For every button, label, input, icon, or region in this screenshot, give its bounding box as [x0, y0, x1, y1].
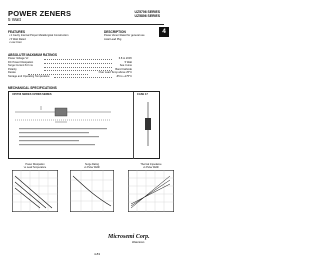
- mech-box-label: UZ5706 SERIES UZ5806 SERIES: [12, 93, 52, 96]
- ratings-heading: ABSOLUTE MAXIMUM RATINGS: [8, 53, 57, 57]
- rating-label: Surge Current 8.3 ms: [8, 64, 33, 68]
- rating-value: Band Cathode: [115, 67, 132, 71]
- rating-value: See Curve: [119, 64, 132, 68]
- page-number: 4-83: [94, 252, 101, 256]
- rating-value: -65 to +175°C: [115, 75, 132, 78]
- feature-item-1: • 2 Cavity Internal Proper Metallurgical Construction: [9, 34, 69, 37]
- feature-item-3: • Low Cost: [9, 41, 22, 45]
- series-label-2: UZ5806 SERIES: [134, 14, 160, 18]
- graph-1-title: Power Dissipation: [25, 163, 45, 166]
- mech-heading: MECHANICAL SPECIFICATIONS: [8, 86, 57, 90]
- page-title: POWER ZENERS: [8, 9, 72, 18]
- graph-2-title: Surge Rating: [85, 163, 99, 166]
- rating-row: [8, 75, 132, 79]
- dimension-drawing: [11, 98, 131, 156]
- rating-label: Derate: [8, 71, 16, 75]
- graph-1-subtitle: vs Lead Temperature: [23, 166, 47, 169]
- rating-label: Storage and Operating Temperature: [8, 75, 50, 78]
- rating-label: Power Voltage Vz: [8, 57, 29, 60]
- feature-item-2: • 5 Watt Rated: [9, 37, 26, 41]
- description-line-2: Axial Lead Pkg: [104, 37, 122, 41]
- rating-value: Over Lead Temp above 25°C: [98, 71, 132, 75]
- company-logo: Microsemi Corp.: [108, 234, 150, 240]
- graph-2-subtitle: vs Pulse Width: [84, 166, 100, 169]
- section-tab: 4: [159, 27, 169, 37]
- mech-box: [8, 91, 160, 159]
- mech-divider: [133, 92, 134, 159]
- rating-value: 5 Watt: [124, 60, 132, 64]
- page-subtitle: 5 Watt: [8, 17, 21, 22]
- graph-3-subtitle: vs Pulse Width: [143, 166, 159, 169]
- diode-package-icon: [141, 102, 155, 146]
- graph-3-plot: [128, 170, 174, 212]
- series-label-1: UZ5706 SERIES: [134, 10, 160, 14]
- description-heading: DESCRIPTION: [104, 30, 126, 34]
- graph-2-plot: [70, 170, 114, 212]
- rating-value: 6.8 to 200V: [118, 57, 132, 60]
- mech-case-label: CASE 17: [137, 93, 148, 96]
- header-rule: [8, 24, 164, 25]
- rating-label: DC Power Dissipation: [8, 60, 34, 64]
- graph-1-plot: [12, 170, 58, 212]
- company-location: Watertown: [132, 241, 145, 244]
- graph-3-title: Thermal Impedance: [140, 163, 162, 166]
- rating-label: Polarity: [8, 67, 17, 71]
- features-heading: FEATURES: [8, 30, 25, 34]
- description-line-1: Power Zener Rated for general use: [104, 34, 145, 37]
